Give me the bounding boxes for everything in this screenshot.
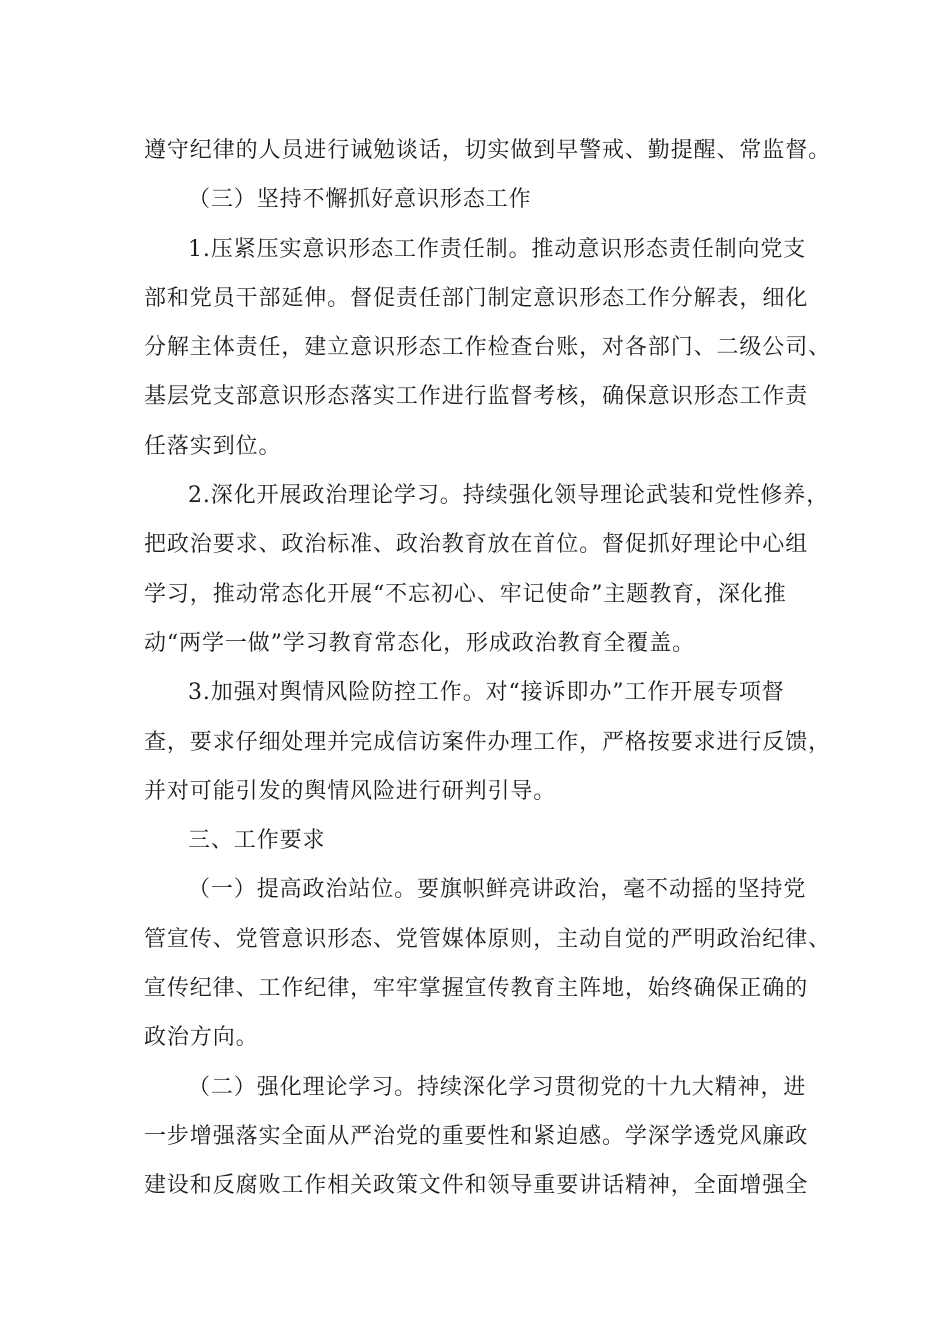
text-line: 并对可能引发的舆情风险进行研判引导。 — [144, 778, 557, 804]
text-line: 3.加强对舆情风险防控工作。对“接诉即办”工作开展专项督 — [188, 680, 785, 706]
text-line: 把政治要求、政治标准、政治教育放在首位。督促抓好理论中心组 — [144, 532, 809, 558]
section-heading: （三）坚持不懈抓好意识形态工作 — [188, 187, 532, 213]
text-line: 部和党员干部延伸。督促责任部门制定意识形态工作分解表，细化 — [144, 285, 809, 311]
text-line: 查，要求仔细处理并完成信访案件办理工作，严格按要求进行反馈， — [144, 729, 832, 755]
text-line: 宣传纪律、工作纪律，牢牢掌握宣传教育主阵地，始终确保正确的 — [144, 976, 809, 1002]
text-line: 任落实到位。 — [144, 433, 282, 459]
text-line: 分解主体责任，建立意识形态工作检查台账，对各部门、二级公司、 — [144, 335, 832, 361]
text-line: 学习，推动常态化开展“不忘初心、牢记使命”主题教育，深化推 — [144, 581, 787, 607]
text-line: 管宣传、党管意识形态、党管媒体原则，主动自觉的严明政治纪律、 — [144, 926, 832, 952]
text-line: 基层党支部意识形态落实工作进行监督考核，确保意识形态工作责 — [144, 384, 809, 410]
text-line: 建设和反腐败工作相关政策文件和领导重要讲话精神，全面增强全 — [144, 1173, 809, 1199]
text-line: 一步增强落实全面从严治党的重要性和紧迫感。学深学透党风廉政 — [144, 1123, 809, 1149]
text-line: 政治方向。 — [144, 1025, 259, 1051]
text-line: 遵守纪律的人员进行诫勉谈话，切实做到早警戒、勤提醒、常监督。 — [144, 138, 832, 163]
text-line: （二）强化理论学习。持续深化学习贯彻党的十九大精神，进 — [188, 1074, 807, 1100]
text-line: 2.深化开展政治理论学习。持续强化领导理论武装和党性修养， — [188, 483, 830, 509]
text-line: 1.压紧压实意识形态工作责任制。推动意识形态责任制向党支 — [188, 236, 807, 262]
document-body — [144, 126, 832, 1211]
text-line: 动“两学一做”学习教育常态化，形成政治教育全覆盖。 — [144, 630, 695, 656]
section-heading: 三、工作要求 — [188, 828, 326, 854]
text-line: （一）提高政治站位。要旗帜鲜亮讲政治，毫不动摇的坚持党 — [188, 877, 807, 903]
